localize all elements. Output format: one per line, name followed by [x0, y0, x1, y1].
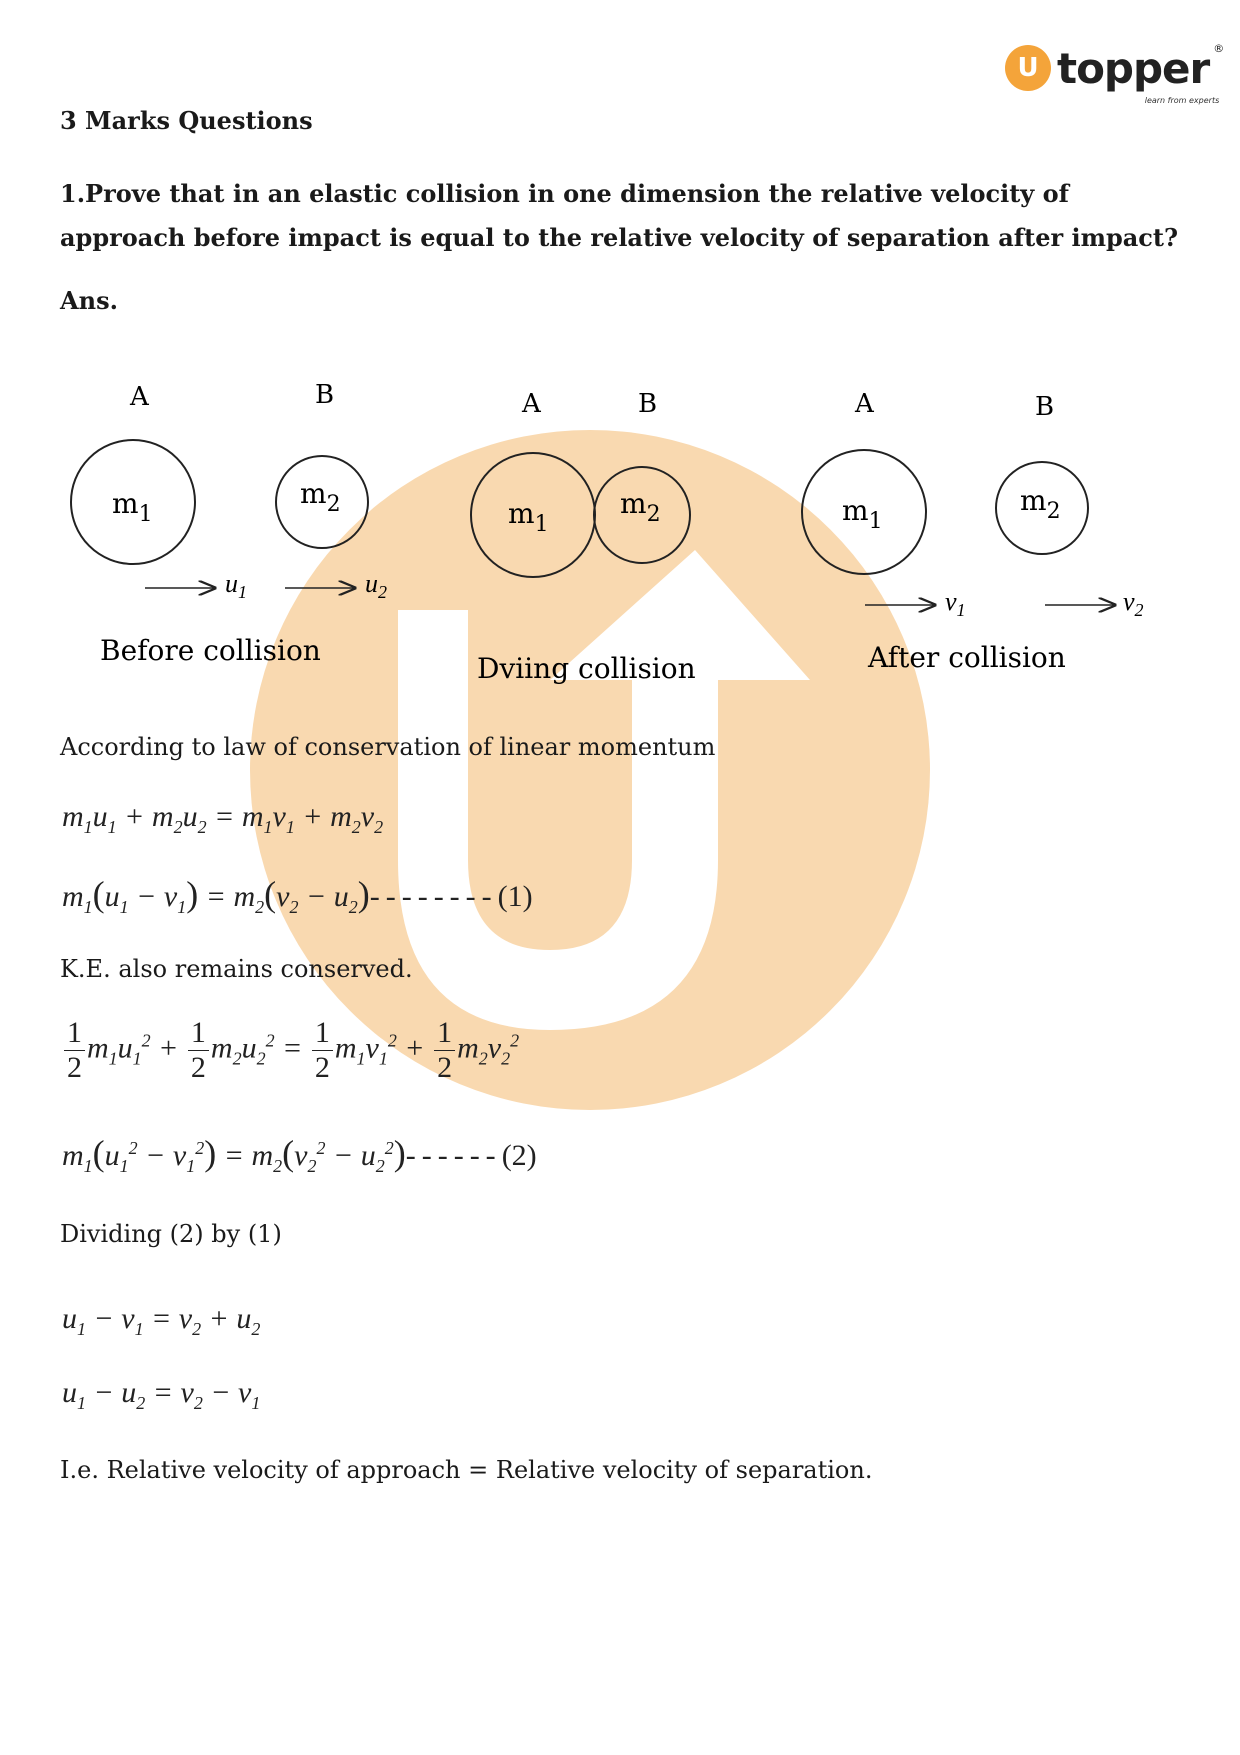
momentum-intro-text: According to law of conservation of linear momentum — [60, 733, 716, 761]
during-label-b: B — [638, 389, 658, 419]
during-mass-2: $m_2$ — [620, 487, 661, 527]
before-velocity-2: $u_2$ — [365, 569, 387, 602]
question-text: 1.Prove that in an elastic collision in one dimension the relative velocity of approach before impact is equal to the relative velocity of separation after impact? — [60, 179, 1179, 252]
result-equation-2: $u_1 - u_2 = v_2 - v_1$ — [62, 1376, 261, 1413]
topper-logo[interactable] — [1005, 38, 1224, 105]
equation-2: $m_1(u_1^2 - v_1^2) = m_2(v_2^2 - u_2^2)------(2)$ — [62, 1133, 537, 1176]
before-collision-group — [71, 380, 387, 667]
before-label-a: A — [130, 382, 149, 412]
answer-label: Ans. — [60, 286, 118, 315]
during-label-a: A — [522, 389, 541, 419]
after-mass-2: $m_2$ — [1020, 484, 1061, 524]
logo-name: topper — [1057, 43, 1210, 93]
before-velocity-1: $u_1$ — [225, 569, 247, 602]
after-velocity-1: $v_1$ — [945, 587, 966, 620]
after-velocity-2: $v_2$ — [1123, 587, 1144, 620]
during-collision-group — [471, 389, 696, 685]
dividing-text: Dividing (2) by (1) — [60, 1220, 282, 1248]
after-caption: After collision — [868, 641, 1066, 674]
during-mass-1: $m_1$ — [508, 497, 549, 537]
before-mass-2: $m_2$ — [300, 477, 341, 517]
equation-1: $m_1(u_1 - v_1) = m_2(v_2 - u_2)--------(1)$ — [62, 874, 533, 917]
logo-wordmark — [1057, 41, 1224, 105]
during-caption: Dviing collision — [477, 652, 696, 685]
after-mass-1: $m_1$ — [842, 494, 883, 534]
momentum-equation: $m_1u_1 + m_2u_2 = m_1v_1 + m_2v_2$ — [62, 800, 384, 837]
logo-tagline: learn from experts — [1144, 95, 1220, 105]
after-label-a: A — [855, 389, 874, 419]
ke-intro-text: K.E. also remains conserved. — [60, 955, 413, 983]
logo-registered: ® — [1213, 41, 1224, 55]
conclusion-text: I.e. Relative velocity of approach = Relative velocity of separation. — [60, 1456, 873, 1484]
before-mass-1: $m_1$ — [112, 487, 153, 527]
after-label-b: B — [1035, 392, 1055, 422]
logo-mark-icon: U — [1005, 45, 1051, 91]
after-collision-group — [802, 389, 1144, 674]
collision-diagram — [60, 370, 1180, 700]
before-caption: Before collision — [100, 634, 321, 667]
kinetic-energy-equation: $\frac{1}{2}$ $m_1u_1^2$ + $\frac{1}{2}$ $m_2u_2^2$ = $\frac{1}{2}$ $m_1v_1^2$ + $\frac{1}{2}$ $m_2v_2^2$ — [62, 1018, 519, 1083]
before-label-b: B — [315, 380, 335, 410]
result-equation-1: $u_1 - v_1 = v_2 + u_2$ — [62, 1302, 261, 1339]
section-heading: 3 Marks Questions — [60, 106, 313, 135]
